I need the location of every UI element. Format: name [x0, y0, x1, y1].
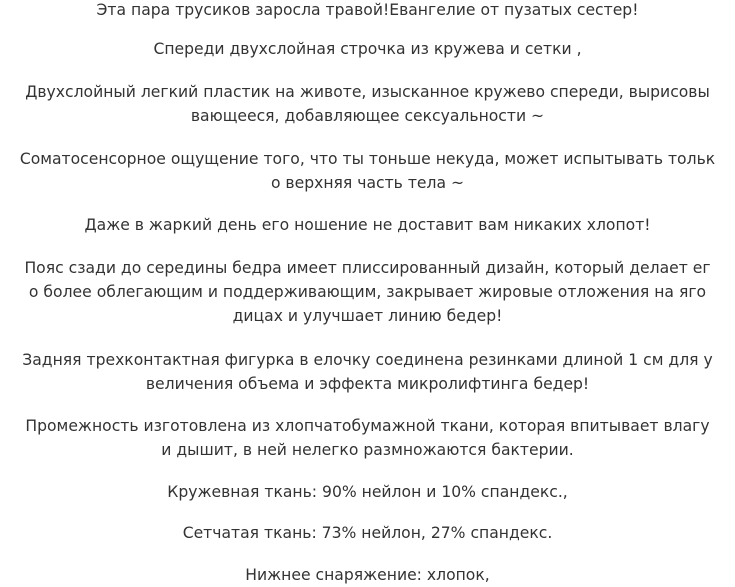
paragraph-lining-composition [6, 563, 729, 587]
text-line: Даже в жаркий день его ношение не доставит вам никаких хлопот! [84, 216, 651, 234]
paragraph-lace-composition [6, 480, 729, 504]
text-line: Пояс сзади до середины бедра имеет плиссированный дизайн, который делает ег [24, 259, 711, 277]
text-line: Кружевная ткань: 90% нейлон и 10% спандекс., [167, 483, 568, 501]
text-line: Эта пара трусиков заросла травой!Евангелие от пузатых сестер! [96, 1, 639, 19]
text-line: Сетчатая ткань: 73% нейлон, 27% спандекс. [182, 524, 553, 542]
text-line: Промежность изготовлена из хлопчатобумажной ткани, которая впитывает влагу [25, 417, 710, 435]
text-line: и дышит, в ней нелегко размножаются бактерии. [161, 441, 574, 459]
paragraph-intro [6, 0, 729, 22]
text-line: Нижнее снаряжение: хлопок, [245, 566, 490, 584]
paragraph-herringbone [6, 348, 729, 396]
text-line: о верхняя часть тела ~ [270, 174, 465, 192]
paragraph-crotch-fabric [6, 414, 729, 462]
paragraph-belly-panel [6, 80, 729, 128]
paragraph-body-feeling [6, 147, 729, 195]
paragraph-mesh-composition [6, 521, 729, 545]
text-line: дицах и улучшает линию бедер! [232, 307, 503, 325]
text-line: Спереди двухслойная строчка из кружева и сетки , [153, 40, 582, 58]
text-line: Двухслойный легкий пластик на животе, изысканное кружево спереди, вырисовы [25, 83, 710, 101]
text-line: вающееся, добавляющее сексуальности ~ [190, 107, 545, 125]
text-line: о более облегающим и поддерживающим, закрывает жировые отложения на яго [28, 283, 707, 301]
paragraph-hot-day [6, 213, 729, 237]
text-line: Задняя трехконтактная фигурка в елочку соединена резинками длиной 1 см для у [22, 351, 713, 369]
text-line: Соматосенсорное ощущение того, что ты тоньше некуда, может испытывать тольк [19, 150, 716, 168]
paragraph-front-stitching [6, 37, 729, 61]
paragraph-back-belt [6, 256, 729, 328]
text-line: величения объема и эффекта микролифтинга бедер! [145, 375, 590, 393]
